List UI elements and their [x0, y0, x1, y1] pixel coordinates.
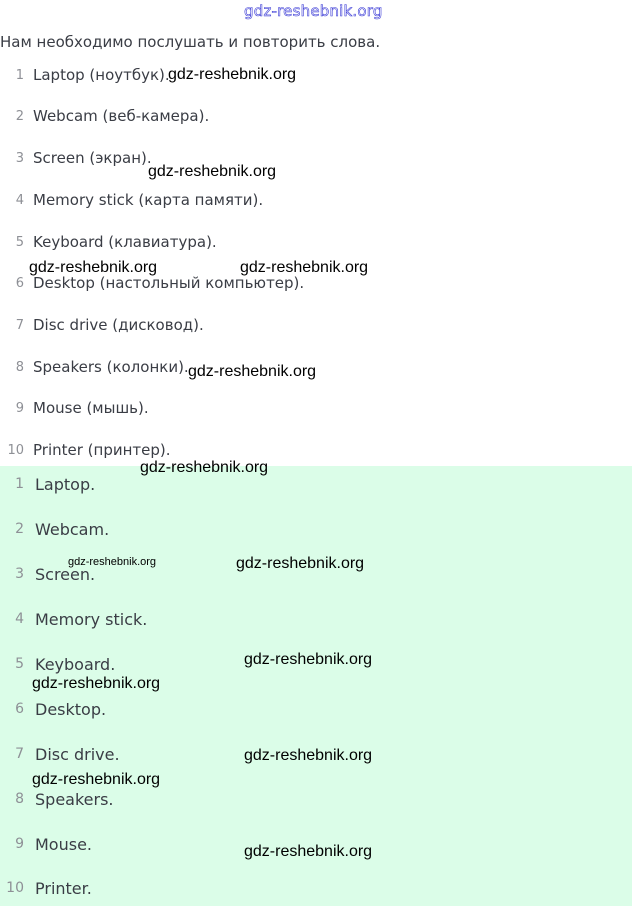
item-text: Screen. — [35, 564, 96, 584]
item-number: 1 — [15, 67, 24, 83]
item-number: 10 — [7, 442, 24, 458]
item-text: Mouse. — [35, 834, 92, 854]
item-text: Desktop. — [35, 699, 107, 719]
item-number: 5 — [15, 656, 24, 672]
watermark: gdz-reshebnik.org — [244, 843, 373, 860]
item-number: 8 — [15, 359, 24, 375]
task-instruction: Нам необходимо послушать и повторить слова. — [0, 33, 381, 51]
list-item — [0, 104, 209, 128]
watermark: gdz-reshebnik.org — [29, 259, 158, 276]
list-item — [0, 832, 92, 856]
watermark-top: gdz-reshebnik.org — [244, 2, 383, 20]
list-item — [0, 146, 152, 170]
item-number: 3 — [15, 150, 24, 166]
item-number: 8 — [15, 791, 24, 807]
item-text: Mouse (мышь). — [33, 399, 149, 417]
item-number: 2 — [15, 108, 24, 124]
item-text: Disc drive (дисковод). — [33, 316, 204, 334]
item-number: 9 — [15, 836, 24, 852]
watermark: gdz-reshebnik.org — [188, 363, 317, 380]
list-item — [0, 742, 120, 766]
item-text: Keyboard (клавиатура). — [33, 233, 217, 251]
watermark: gdz-reshebnik.org — [244, 651, 373, 668]
item-number: 7 — [15, 317, 24, 333]
item-number: 7 — [15, 746, 24, 762]
item-number: 6 — [15, 701, 24, 717]
watermark: gdz-reshebnik.org — [32, 675, 161, 692]
item-text: Memory stick. — [35, 609, 148, 629]
watermark: gdz-reshebnik.org — [68, 556, 157, 568]
watermark: gdz-reshebnik.org — [236, 555, 365, 572]
item-text: Laptop (ноутбук). — [33, 66, 170, 84]
watermark: gdz-reshebnik.org — [148, 163, 277, 180]
item-text: Screen (экран). — [33, 149, 152, 167]
item-number: 10 — [6, 880, 24, 896]
list-item — [0, 652, 115, 676]
item-text: Memory stick (карта памяти). — [33, 191, 264, 209]
watermark: gdz-reshebnik.org — [32, 771, 161, 788]
list-item — [0, 472, 95, 496]
item-text: Desktop (настольный компьютер). — [33, 274, 305, 292]
item-number: 4 — [15, 192, 24, 208]
item-number: 3 — [15, 566, 24, 582]
item-text: Printer (принтер). — [33, 441, 171, 459]
list-item — [0, 230, 217, 254]
list-item — [0, 313, 204, 337]
item-number: 5 — [15, 234, 24, 250]
list-item — [0, 188, 263, 212]
list-item — [0, 355, 189, 379]
item-text: Speakers. — [35, 789, 114, 809]
item-number: 9 — [15, 400, 24, 416]
watermark: gdz-reshebnik.org — [140, 459, 269, 476]
item-text: Webcam (веб-камера). — [33, 107, 210, 125]
list-item — [0, 517, 109, 541]
item-number: 4 — [15, 611, 24, 627]
list-item — [0, 396, 149, 420]
item-text: Disc drive. — [35, 744, 120, 764]
list-item — [0, 607, 147, 631]
list-item — [0, 876, 92, 900]
item-number: 6 — [15, 275, 24, 291]
list-item — [0, 697, 106, 721]
item-text: Printer. — [35, 878, 92, 898]
item-text: Laptop. — [35, 474, 96, 494]
list-item — [0, 63, 170, 87]
item-text: Speakers (колонки). — [33, 358, 189, 376]
watermark: gdz-reshebnik.org — [244, 747, 373, 764]
item-number: 2 — [15, 521, 24, 537]
item-text: Keyboard. — [35, 654, 116, 674]
item-number: 1 — [15, 476, 24, 492]
list-item — [0, 787, 114, 811]
item-text: Webcam. — [35, 519, 110, 539]
watermark: gdz-reshebnik.org — [168, 66, 297, 83]
watermark: gdz-reshebnik.org — [240, 259, 369, 276]
